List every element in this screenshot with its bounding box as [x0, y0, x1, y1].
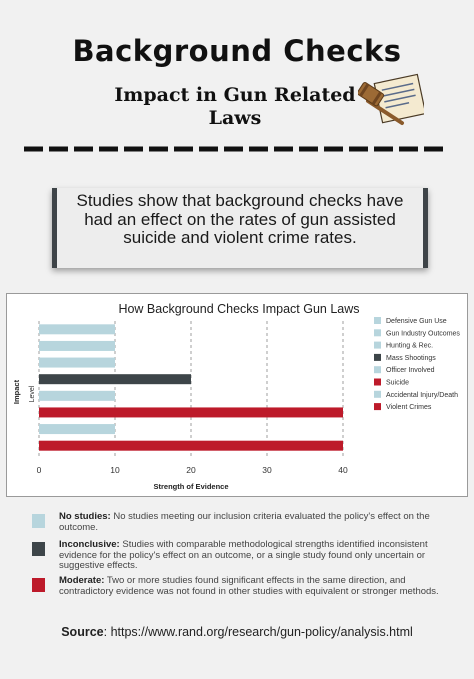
bar-defensive-gun-use [39, 324, 115, 334]
legend-label: Defensive Gun Use [386, 318, 447, 325]
dashed-divider [24, 146, 448, 152]
source-url: https://www.rand.org/research/gun-policy/analysis.html [110, 625, 413, 639]
source-label: Source [61, 625, 104, 639]
x-tick-label: 0 [36, 465, 42, 475]
bar-hunting-rec [39, 358, 115, 368]
legend-label: Suicide [386, 379, 409, 387]
page-title: Background Checks [72, 34, 402, 68]
summary-text: Studies show that background checks have had an effect on the rates of gun assisted suicide and violent crime rates. [76, 191, 404, 247]
legend-label: Hunting & Rec. [386, 342, 434, 350]
key-label: Inconclusive: [59, 539, 120, 550]
bar-gun-industry-outcomes [39, 341, 115, 351]
key-label: No studies: [59, 511, 111, 522]
key-text: Moderate: Two or more studies found significant effects in the same direction, and contradictory evidence was not found in other studies with equivalent or stronger methods. [59, 575, 439, 597]
x-tick-label: 20 [186, 465, 196, 475]
legend-swatch [374, 366, 381, 373]
gavel-icon [358, 73, 424, 129]
summary-callout [52, 188, 428, 268]
chart-title: How Background Checks Impact Gun Laws [118, 302, 360, 316]
legend-swatch [374, 391, 381, 398]
source-line: Source: https://www.rand.org/research/gun-policy/analysis.html [61, 625, 413, 639]
legend-label: Officer Involved [386, 367, 435, 375]
legend-label: Accidental Injury/Death [386, 391, 458, 399]
legend-label: Gun Industry Outcomes [386, 330, 460, 338]
legend-swatch [374, 342, 381, 349]
key-label: Moderate: [59, 575, 105, 586]
legend-label: Mass Shootings [386, 354, 436, 362]
bar-violent-crimes [39, 441, 343, 451]
key-swatch [32, 542, 45, 556]
key-text: No studies: No studies meeting our inclusion criteria evaluated the policy's effect on the outcome. [59, 511, 430, 533]
x-axis-label: Strength of Evidence [153, 482, 229, 491]
legend-swatch [374, 403, 381, 410]
x-tick-label: 30 [262, 465, 272, 475]
y-tick-label: Level [29, 385, 36, 403]
bar-chart [7, 294, 467, 496]
legend-swatch [374, 317, 381, 324]
bar-officer-involved [39, 391, 115, 401]
page-subtitle: Impact in Gun Related Laws [114, 84, 356, 129]
legend-swatch [374, 379, 381, 386]
key-swatch [32, 578, 45, 592]
y-axis-label: Impact [12, 379, 21, 405]
chart-panel [6, 293, 468, 497]
key-swatch [32, 514, 45, 528]
x-tick-label: 10 [110, 465, 120, 475]
legend-label: Violent Crimes [386, 404, 432, 412]
legend-swatch [374, 329, 381, 336]
bar-suicide [39, 407, 343, 417]
x-tick-label: 40 [338, 465, 348, 475]
bar-mass-shootings [39, 374, 191, 384]
key-text: Inconclusive: Studies with comparable methodological strengths identified inconsistent evidence for the policy's effect on an outcome, or a single study found only uncertain or suggestive effects. [59, 539, 428, 571]
bar-accidental-injury-death [39, 424, 115, 434]
legend-swatch [374, 354, 381, 361]
